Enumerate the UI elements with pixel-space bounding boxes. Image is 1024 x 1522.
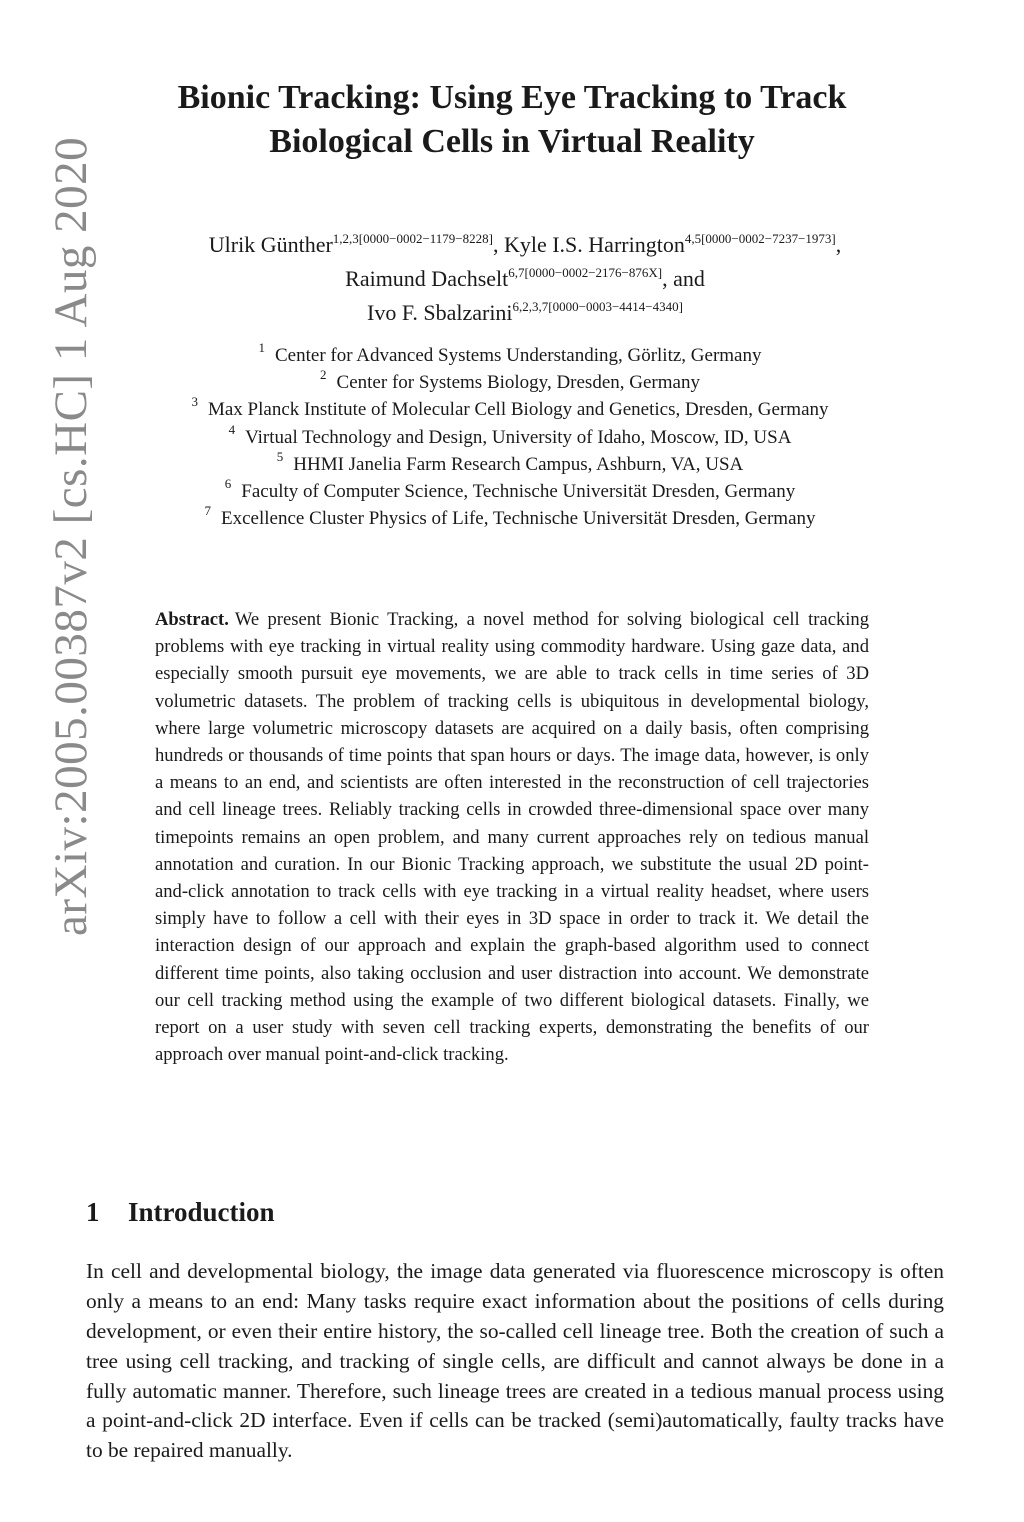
- abstract-text: We present Bionic Tracking, a novel method for solving biological cell tracking problems with eye tracking in virtual reality using commodity hardware. Using gaze data, and especially smooth pursuit eye movements, we are able to track cells in time series of 3D volumetric datasets. The problem of tracking cells is ubiquitous in developmental biology, where large volumetric microscopy datasets are acquired on a daily basis, often comprising hundreds or thousands of time points that span hours or days. The image data, however, is only a means to an end, and scientists are often interested in the reconstruction of cell trajectories and cell lineage trees. Reliably tracking cells in crowded three-dimensional space over many timepoints remains an open problem, and many current approaches rely on tedious manual annotation and curation. In our Bionic Tracking approach, we substitute the usual 2D point-and-click annotation to track cells with eye tracking in a virtual reality headset, where users simply have to follow a cell with their eyes in 3D space in order to track it. We detail the interaction design of our approach and explain the graph-based algorithm used to connect different time points, also taking occlusion and user distraction into account. We demonstrate our cell tracking method using the example of two different biological datasets. Finally, we report on a user study with seven cell tracking experts, demonstrating the benefits of our approach over manual point-and-click tracking.: [155, 609, 869, 1066]
- affiliation-text: Faculty of Computer Science, Technische Universität Dresden, Germany: [241, 481, 796, 503]
- affiliation-number: 2: [320, 367, 327, 383]
- author-separator: ,: [835, 232, 842, 257]
- author-affiliation-orcid: 1,2,3[0000−0002−1179−8228]: [332, 231, 493, 246]
- affiliation-text: HHMI Janelia Farm Research Campus, Ashburn, VA, USA: [293, 453, 744, 475]
- affiliation-text: Center for Advanced Systems Understanding, Görlitz, Germany: [275, 345, 762, 366]
- affiliation-number: 3: [191, 394, 198, 410]
- affiliation-text: Virtual Technology and Design, University of Idaho, Moscow, ID, USA: [245, 426, 792, 448]
- title-line-1: Bionic Tracking: Using Eye Tracking to Track: [177, 79, 847, 116]
- author-affiliation-orcid: 4,5[0000−0002−7237−1973]: [684, 231, 836, 246]
- author-name: Ivo F. Sbalzarini: [367, 300, 513, 325]
- author-line-2: [60, 262, 990, 296]
- author-line-3: [60, 296, 990, 330]
- abstract: [155, 606, 869, 1068]
- title-line-2: Biological Cells in Virtual Reality: [269, 123, 755, 160]
- affiliation-number: 6: [224, 476, 232, 492]
- author-name: Ulrik Günther: [208, 232, 333, 257]
- author-line-1: [60, 228, 990, 262]
- affiliation-text: Excellence Cluster Physics of Life, Technische Universität Dresden, Germany: [220, 508, 816, 530]
- affiliation-text: Center for Systems Biology, Dresden, Germany: [336, 372, 700, 394]
- affiliation-item: [60, 505, 960, 532]
- affiliation-number: 7: [204, 503, 211, 519]
- paper-title: [0, 76, 1024, 164]
- affiliation-item: [60, 448, 960, 478]
- affiliation-item: [60, 396, 960, 423]
- affiliation-number: 4: [228, 421, 236, 437]
- affiliation-list: [60, 342, 960, 532]
- affiliation-item: [60, 369, 960, 396]
- section-heading: [86, 1194, 275, 1230]
- author-name: Raimund Dachselt: [345, 266, 509, 291]
- author-affiliation-orcid: 6,7[0000−0002−2176−876X]: [508, 265, 663, 280]
- author-separator: , and: [662, 266, 705, 291]
- arxiv-stamp-text: arXiv:2005.00387v2 [cs.HC] 1 Aug 2020: [45, 136, 97, 936]
- author-affiliation-orcid: 6,2,3,7[0000−0003−4414−4340]: [512, 299, 683, 314]
- affiliation-item: [60, 342, 960, 369]
- affiliation-item: [60, 421, 960, 451]
- section-title: Introduction: [128, 1197, 275, 1228]
- author-name: Kyle I.S. Harrington: [503, 232, 685, 257]
- affiliation-item: [60, 478, 960, 505]
- abstract-label: Abstract.: [155, 609, 229, 630]
- section-number: 1: [86, 1197, 100, 1228]
- author-list: [60, 228, 990, 330]
- author-separator: ,: [492, 232, 504, 257]
- intro-paragraph: In cell and developmental biology, the image data generated via fluorescence microscopy is often only a means to an end: Many tasks require exact information about the positions of cells during development, or even their entire history, the so-called cell lineage tree. Both the creation of such a tree using cell tracking, and tracking of single cells, are difficult and cannot always be done in a fully automatic manner. Therefore, such lineage trees are created in a tedious manual process using a point-and-click 2D interface. Even if cells can be tracked (semi)automatically, faulty tracks have to be repaired manually.: [86, 1259, 944, 1463]
- affiliation-number: 1: [258, 340, 265, 355]
- affiliation-number: 5: [276, 448, 284, 464]
- affiliation-text: Max Planck Institute of Molecular Cell Biology and Genetics, Dresden, Germany: [207, 399, 829, 421]
